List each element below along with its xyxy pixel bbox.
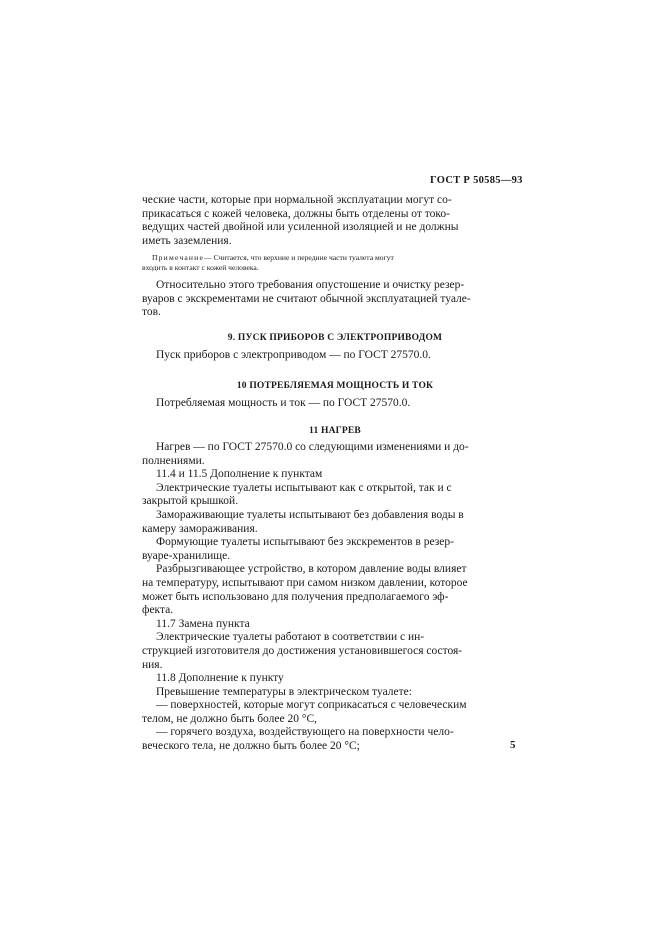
text-line: веческого тела, не должно быть более 20 °С;: [142, 740, 360, 753]
text-line: Превышение температуры в электрическом туалете:: [156, 685, 412, 698]
text-line: иметь заземления.: [142, 234, 232, 247]
text-line: Электрические туалеты испытывают как с открытой, так и с: [156, 481, 452, 494]
section-9-heading: 9. ПУСК ПРИБОРОВ С ЭЛЕКТРОПРИВОДОМ: [227, 333, 443, 343]
text-line: Замораживающие туалеты испытывают без добавления воды в: [156, 508, 464, 521]
text-line: прикасаться с кожей человека, должны быть отделены от токо-: [142, 207, 450, 220]
subclause-title: 11.8 Дополнение к пункту: [156, 672, 284, 685]
text-line: камеру замораживания.: [142, 522, 258, 535]
list-item: — поверхностей, которые могут соприкасаться с человеческим: [156, 699, 467, 712]
section-10-heading: 10 ПОТРЕБЛЯЕМАЯ МОЩНОСТЬ И ТОК: [236, 381, 434, 391]
note-label: Примечание: [152, 253, 205, 262]
note: [142, 253, 528, 273]
text-line: телом, не должно быть более 20 °С,: [142, 712, 317, 725]
page-number: 5: [510, 739, 516, 751]
text-line: Разбрызгивающее устройство, в котором давление воды влияет: [156, 563, 467, 576]
text-line: Нагрев — по ГОСТ 27570.0 со следующими изменениями и до-: [156, 441, 469, 453]
subclause-title: 11.7 Замена пункта: [156, 617, 250, 630]
section-10-text: Потребляемая мощность и ток — по ГОСТ 27570.0.: [156, 397, 411, 409]
text-line: Относительно этого требования опустошение и очистку резер-: [156, 279, 465, 291]
text-line: ведущих частей двойной или усиленной изоляцией и не должны: [142, 221, 459, 234]
text-line: вуаров с экскрементами не считают обычной эксплуатацией туале-: [142, 292, 471, 305]
paragraph-emptying: [142, 279, 528, 320]
paragraph-insulation: [142, 194, 528, 248]
text-line: может быть использовано для получения предполагаемого эф-: [142, 590, 449, 603]
text-line: вуаре-хранилище.: [142, 549, 231, 562]
document-header: ГОСТ Р 50585—93: [430, 175, 523, 186]
text-line: закрытой крышкой.: [142, 495, 239, 508]
text-line: Формующие туалеты испытывают без экскрементов в резер-: [156, 536, 454, 549]
section-9-text: Пуск приборов с электроприводом — по ГОСТ 27570.0.: [156, 349, 431, 361]
text-line: фекта.: [142, 604, 174, 617]
text-line: ческие части, которые при нормальной эксплуатации могут со-: [142, 194, 452, 206]
section-11-heading: 11 НАГРЕВ: [309, 426, 361, 436]
text-line: полнениями.: [142, 454, 205, 467]
section-11-body: [142, 441, 528, 754]
text-line: тов.: [142, 306, 161, 319]
text-line: на температуру, испытывают при самом низком давлении, которое: [142, 576, 468, 589]
list-item: — горячего воздуха, воздействующего на поверхности чело-: [156, 726, 454, 739]
text-line: струкцией изготовителя до достижения установившегося состоя-: [142, 644, 463, 657]
note-line: [142, 253, 528, 263]
note-line: входить в контакт с кожей человека.: [142, 263, 259, 272]
text-line: Электрические туалеты работают в соответствии с ин-: [156, 631, 425, 644]
text-line: ния.: [142, 658, 163, 671]
note-text: — Считается, что верхние и передние части туалета могут: [204, 253, 394, 262]
subclause-title: 11.4 и 11.5 Дополнение к пунктам: [156, 468, 323, 481]
